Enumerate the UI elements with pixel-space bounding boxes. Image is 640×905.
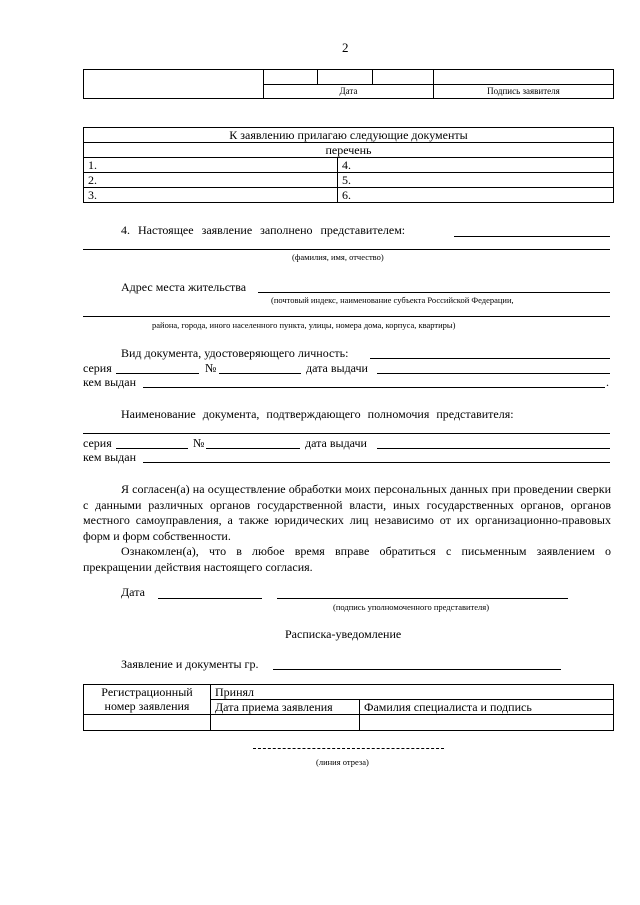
doc-item-1: 1. [84,158,338,173]
signature-label: Подпись заявителя [433,85,613,99]
consent-paragraph: Я согласен(а) на осуществление обработки моих персональных данных при проведении сверки с данными различных органов государственной власти, иных государственных органов, органов местного самоуправления, а также юридических лиц независимо от их организационно-правовых форм и форм собственности. [83,482,611,543]
consent-signature-line [277,598,568,599]
consent-date-label: Дата [121,585,145,599]
number-line [219,373,301,374]
date-label: Дата [264,85,434,99]
representative-line [454,236,610,237]
blank-cell [84,70,264,99]
id-document-line [370,358,610,359]
doc-item-4: 4. [338,158,614,173]
issue-date-line-2 [377,448,610,449]
series-label: серия [83,361,112,375]
issue-date-line [377,373,610,374]
accepted-label: Принял [211,685,614,700]
issued-by-label-2: кем выдан [83,450,137,464]
representative-statement: 4. Настоящее заявление заполнено представителем: [121,223,406,237]
address-caption-1: (почтовый индекс, наименование субъекта Российской Федерации, [271,295,514,305]
issue-date-label-2: дата выдачи [305,436,367,450]
number-label-2: № [193,436,205,450]
series-line [116,373,199,374]
doc-item-3: 3. [84,188,338,203]
address-label: Адрес места жительства [121,280,247,294]
fio-line [83,249,610,250]
issued-by-line-2 [143,462,610,463]
specialist-label: Фамилия специалиста и подпись [360,700,614,715]
applicant-signature-table [83,69,614,99]
cut-line-caption: (линия отреза) [316,757,369,767]
address-line-2 [83,316,610,317]
receipt-title: Расписка-уведомление [285,627,402,641]
page-number: 2 [342,40,349,55]
series-line-2 [116,448,188,449]
fio-caption: (фамилия, имя, отчество) [292,252,384,262]
receipt-name-line [273,669,561,670]
date-received-label: Дата приема заявления [211,700,360,715]
issued-by-line [143,387,605,388]
number-label: № [205,361,217,375]
series-label-2: серия [83,436,112,450]
registration-table [83,684,614,731]
registration-number-label: Регистрационный номер заявления [84,685,211,715]
receipt-docs-text: Заявление и документы гр. [121,657,259,671]
id-document-label: Вид документа, удостоверяющего личность: [121,346,349,360]
docs-table-subtitle: перечень [84,143,614,158]
issue-date-label: дата выдачи [306,361,368,375]
docs-table-title: К заявлению прилагаю следующие документы [84,128,614,143]
signature-caption: (подпись уполномоченного представителя) [333,602,490,612]
issued-by-label: кем выдан [83,375,137,389]
doc-item-5: 5. [338,173,614,188]
consent-date-line [158,598,262,599]
address-line [258,292,610,293]
specialist-value [360,715,614,731]
date-received-value [211,715,360,731]
attached-documents-table [83,127,614,203]
cut-line [253,748,444,749]
address-caption-2: района, города, иного населенного пункта, улицы, номера дома, корпуса, квартиры) [152,320,456,330]
authority-document-line [83,433,610,434]
authority-document-label: Наименование документа, подтверждающего полномочия представителя: [121,407,514,421]
doc-item-2: 2. [84,173,338,188]
acknowledgement-paragraph: Ознакомлен(а), что в любое время вправе обратиться с письменным заявлением о прекращении действия настоящего согласия. [83,544,611,574]
registration-number-value [84,715,211,731]
doc-item-6: 6. [338,188,614,203]
number-line-2 [206,448,300,449]
issued-by-period: . [606,375,609,389]
